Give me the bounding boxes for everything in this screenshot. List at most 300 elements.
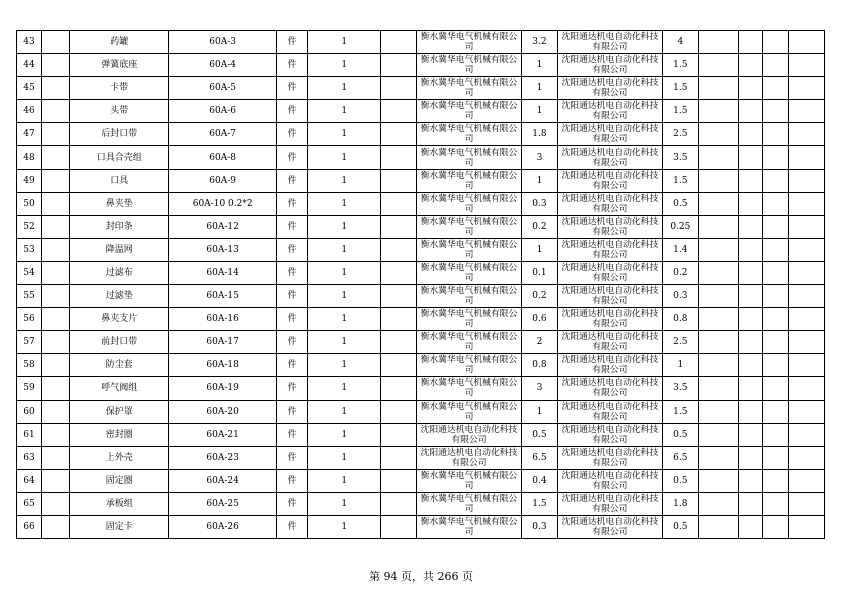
quantity: 1 xyxy=(308,238,381,261)
price-1: 1 xyxy=(522,400,557,423)
quantity: 1 xyxy=(308,354,381,377)
table-row xyxy=(17,515,825,538)
row-number: 60 xyxy=(17,400,42,423)
blank-cell xyxy=(381,31,416,54)
blank-cell xyxy=(698,123,739,146)
model-number: 60A-8 xyxy=(169,146,277,169)
price-2: 2.5 xyxy=(663,331,698,354)
blank-cell xyxy=(739,492,763,515)
row-number: 43 xyxy=(17,31,42,54)
blank-cell xyxy=(739,469,763,492)
unit: 件 xyxy=(276,446,307,469)
part-name: 承板组 xyxy=(70,492,169,515)
blank-cell xyxy=(763,285,789,308)
model-number: 60A-4 xyxy=(169,54,277,77)
blank-cell xyxy=(739,261,763,284)
blank-cell xyxy=(763,31,789,54)
unit: 件 xyxy=(276,77,307,100)
part-name: 头带 xyxy=(70,100,169,123)
supplier-1: 衡水冀华电气机械有限公司 xyxy=(416,492,521,515)
price-2: 6.5 xyxy=(663,446,698,469)
supplier-1: 衡水冀华电气机械有限公司 xyxy=(416,215,521,238)
part-code xyxy=(42,400,70,423)
supplier-2: 沈阳通达机电自动化科技有限公司 xyxy=(557,146,662,169)
part-code xyxy=(42,31,70,54)
blank-cell xyxy=(763,77,789,100)
blank-cell xyxy=(739,123,763,146)
blank-cell xyxy=(739,169,763,192)
quantity: 1 xyxy=(308,54,381,77)
blank-cell xyxy=(763,423,789,446)
table-row xyxy=(17,469,825,492)
blank-cell xyxy=(763,377,789,400)
row-number: 55 xyxy=(17,285,42,308)
price-1: 0.3 xyxy=(522,192,557,215)
supplier-2: 沈阳通达机电自动化科技有限公司 xyxy=(557,515,662,538)
table-row xyxy=(17,100,825,123)
unit: 件 xyxy=(276,400,307,423)
row-number: 63 xyxy=(17,446,42,469)
blank-cell xyxy=(381,308,416,331)
part-code xyxy=(42,423,70,446)
part-name: 固定卡 xyxy=(70,515,169,538)
model-number: 60A-21 xyxy=(169,423,277,446)
row-number: 50 xyxy=(17,192,42,215)
model-number: 60A-10 0.2*2 xyxy=(169,192,277,215)
price-2: 1.5 xyxy=(663,169,698,192)
supplier-1: 衡水冀华电气机械有限公司 xyxy=(416,308,521,331)
model-number: 60A-23 xyxy=(169,446,277,469)
supplier-2: 沈阳通达机电自动化科技有限公司 xyxy=(557,400,662,423)
table-row xyxy=(17,285,825,308)
supplier-2: 沈阳通达机电自动化科技有限公司 xyxy=(557,77,662,100)
price-1: 3 xyxy=(522,146,557,169)
price-2: 1.5 xyxy=(663,77,698,100)
blank-cell xyxy=(789,238,825,261)
blank-cell xyxy=(763,261,789,284)
quantity: 1 xyxy=(308,261,381,284)
table-row xyxy=(17,423,825,446)
blank-cell xyxy=(381,492,416,515)
quantity: 1 xyxy=(308,377,381,400)
part-name: 呼气阀组 xyxy=(70,377,169,400)
blank-cell xyxy=(739,354,763,377)
blank-cell xyxy=(381,261,416,284)
model-number: 60A-6 xyxy=(169,100,277,123)
blank-cell xyxy=(789,377,825,400)
blank-cell xyxy=(763,469,789,492)
blank-cell xyxy=(381,354,416,377)
part-name: 防尘套 xyxy=(70,354,169,377)
model-number: 60A-7 xyxy=(169,123,277,146)
unit: 件 xyxy=(276,54,307,77)
unit: 件 xyxy=(276,192,307,215)
unit: 件 xyxy=(276,469,307,492)
part-code xyxy=(42,308,70,331)
supplier-2: 沈阳通达机电自动化科技有限公司 xyxy=(557,123,662,146)
quantity: 1 xyxy=(308,146,381,169)
table-row xyxy=(17,192,825,215)
model-number: 60A-25 xyxy=(169,492,277,515)
blank-cell xyxy=(763,400,789,423)
table-row xyxy=(17,215,825,238)
blank-cell xyxy=(698,77,739,100)
part-code xyxy=(42,261,70,284)
blank-cell xyxy=(698,400,739,423)
blank-cell xyxy=(763,354,789,377)
price-2: 0.8 xyxy=(663,308,698,331)
unit: 件 xyxy=(276,31,307,54)
blank-cell xyxy=(763,215,789,238)
part-name: 降温网 xyxy=(70,238,169,261)
part-name: 过滤垫 xyxy=(70,285,169,308)
blank-cell xyxy=(789,446,825,469)
unit: 件 xyxy=(276,354,307,377)
blank-cell xyxy=(739,192,763,215)
blank-cell xyxy=(739,423,763,446)
part-name: 鼻夹垫 xyxy=(70,192,169,215)
quantity: 1 xyxy=(308,31,381,54)
blank-cell xyxy=(763,192,789,215)
model-number: 60A-24 xyxy=(169,469,277,492)
blank-cell xyxy=(739,77,763,100)
blank-cell xyxy=(789,469,825,492)
price-1: 0.5 xyxy=(522,423,557,446)
quantity: 1 xyxy=(308,192,381,215)
quantity: 1 xyxy=(308,400,381,423)
unit: 件 xyxy=(276,169,307,192)
blank-cell xyxy=(789,400,825,423)
table-row xyxy=(17,331,825,354)
supplier-2: 沈阳通达机电自动化科技有限公司 xyxy=(557,354,662,377)
supplier-1: 衡水冀华电气机械有限公司 xyxy=(416,31,521,54)
supplier-1: 衡水冀华电气机械有限公司 xyxy=(416,77,521,100)
blank-cell xyxy=(698,423,739,446)
part-name: 过滤布 xyxy=(70,261,169,284)
row-number: 45 xyxy=(17,77,42,100)
unit: 件 xyxy=(276,285,307,308)
part-code xyxy=(42,377,70,400)
row-number: 66 xyxy=(17,515,42,538)
quantity: 1 xyxy=(308,100,381,123)
unit: 件 xyxy=(276,492,307,515)
supplier-1: 衡水冀华电气机械有限公司 xyxy=(416,515,521,538)
blank-cell xyxy=(698,215,739,238)
blank-cell xyxy=(698,446,739,469)
supplier-1: 衡水冀华电气机械有限公司 xyxy=(416,238,521,261)
blank-cell xyxy=(381,123,416,146)
blank-cell xyxy=(698,354,739,377)
supplier-2: 沈阳通达机电自动化科技有限公司 xyxy=(557,192,662,215)
supplier-2: 沈阳通达机电自动化科技有限公司 xyxy=(557,215,662,238)
blank-cell xyxy=(789,423,825,446)
row-number: 58 xyxy=(17,354,42,377)
supplier-2: 沈阳通达机电自动化科技有限公司 xyxy=(557,31,662,54)
model-number: 60A-5 xyxy=(169,77,277,100)
table-row xyxy=(17,54,825,77)
supplier-2: 沈阳通达机电自动化科技有限公司 xyxy=(557,100,662,123)
page-footer: 第 94 页，共 266 页 xyxy=(369,570,473,583)
blank-cell xyxy=(381,423,416,446)
quantity: 1 xyxy=(308,515,381,538)
blank-cell xyxy=(789,331,825,354)
model-number: 60A-20 xyxy=(169,400,277,423)
unit: 件 xyxy=(276,100,307,123)
blank-cell xyxy=(698,261,739,284)
quantity: 1 xyxy=(308,331,381,354)
part-code xyxy=(42,146,70,169)
blank-cell xyxy=(381,169,416,192)
model-number: 60A-17 xyxy=(169,331,277,354)
blank-cell xyxy=(698,169,739,192)
blank-cell xyxy=(381,215,416,238)
blank-cell xyxy=(381,377,416,400)
part-code xyxy=(42,77,70,100)
blank-cell xyxy=(763,100,789,123)
row-number: 56 xyxy=(17,308,42,331)
supplier-1: 衡水冀华电气机械有限公司 xyxy=(416,100,521,123)
blank-cell xyxy=(789,192,825,215)
supplier-1: 衡水冀华电气机械有限公司 xyxy=(416,331,521,354)
blank-cell xyxy=(698,377,739,400)
row-number: 48 xyxy=(17,146,42,169)
part-name: 封印条 xyxy=(70,215,169,238)
part-code xyxy=(42,515,70,538)
supplier-2: 沈阳通达机电自动化科技有限公司 xyxy=(557,54,662,77)
blank-cell xyxy=(789,215,825,238)
model-number: 60A-3 xyxy=(169,31,277,54)
blank-cell xyxy=(789,515,825,538)
model-number: 60A-13 xyxy=(169,238,277,261)
price-1: 0.2 xyxy=(522,215,557,238)
model-number: 60A-9 xyxy=(169,169,277,192)
blank-cell xyxy=(739,331,763,354)
part-name: 上外壳 xyxy=(70,446,169,469)
price-2: 0.3 xyxy=(663,285,698,308)
blank-cell xyxy=(739,377,763,400)
blank-cell xyxy=(698,238,739,261)
price-1: 0.3 xyxy=(522,515,557,538)
part-code xyxy=(42,54,70,77)
part-code xyxy=(42,446,70,469)
model-number: 60A-26 xyxy=(169,515,277,538)
row-number: 52 xyxy=(17,215,42,238)
model-number: 60A-15 xyxy=(169,285,277,308)
part-name: 口具合壳组 xyxy=(70,146,169,169)
supplier-2: 沈阳通达机电自动化科技有限公司 xyxy=(557,469,662,492)
price-2: 1 xyxy=(663,354,698,377)
price-2: 0.5 xyxy=(663,423,698,446)
supplier-1: 衡水冀华电气机械有限公司 xyxy=(416,146,521,169)
price-1: 6.5 xyxy=(522,446,557,469)
part-name: 药罐 xyxy=(70,31,169,54)
blank-cell xyxy=(789,77,825,100)
part-code xyxy=(42,169,70,192)
part-code xyxy=(42,100,70,123)
supplier-1: 衡水冀华电气机械有限公司 xyxy=(416,54,521,77)
unit: 件 xyxy=(276,423,307,446)
blank-cell xyxy=(698,469,739,492)
row-number: 65 xyxy=(17,492,42,515)
blank-cell xyxy=(789,308,825,331)
price-2: 1.5 xyxy=(663,100,698,123)
blank-cell xyxy=(739,54,763,77)
supplier-1: 衡水冀华电气机械有限公司 xyxy=(416,169,521,192)
price-1: 1 xyxy=(522,100,557,123)
blank-cell xyxy=(381,446,416,469)
row-number: 46 xyxy=(17,100,42,123)
part-code xyxy=(42,123,70,146)
unit: 件 xyxy=(276,515,307,538)
supplier-2: 沈阳通达机电自动化科技有限公司 xyxy=(557,377,662,400)
blank-cell xyxy=(739,146,763,169)
blank-cell xyxy=(698,308,739,331)
quantity: 1 xyxy=(308,215,381,238)
price-1: 1 xyxy=(522,54,557,77)
price-2: 0.5 xyxy=(663,192,698,215)
price-2: 1.4 xyxy=(663,238,698,261)
blank-cell xyxy=(789,31,825,54)
table-row xyxy=(17,261,825,284)
price-2: 1.8 xyxy=(663,492,698,515)
part-name: 口具 xyxy=(70,169,169,192)
supplier-1: 衡水冀华电气机械有限公司 xyxy=(416,192,521,215)
table-row xyxy=(17,400,825,423)
quantity: 1 xyxy=(308,469,381,492)
price-1: 1.8 xyxy=(522,123,557,146)
row-number: 57 xyxy=(17,331,42,354)
model-number: 60A-18 xyxy=(169,354,277,377)
supplier-2: 沈阳通达机电自动化科技有限公司 xyxy=(557,423,662,446)
part-name: 后封口带 xyxy=(70,123,169,146)
supplier-2: 沈阳通达机电自动化科技有限公司 xyxy=(557,331,662,354)
supplier-1: 衡水冀华电气机械有限公司 xyxy=(416,469,521,492)
quantity: 1 xyxy=(308,169,381,192)
supplier-2: 沈阳通达机电自动化科技有限公司 xyxy=(557,285,662,308)
row-number: 49 xyxy=(17,169,42,192)
model-number: 60A-19 xyxy=(169,377,277,400)
blank-cell xyxy=(789,285,825,308)
blank-cell xyxy=(739,308,763,331)
part-code xyxy=(42,192,70,215)
table-body xyxy=(17,31,825,539)
table-row xyxy=(17,377,825,400)
blank-cell xyxy=(789,169,825,192)
blank-cell xyxy=(763,238,789,261)
table-row xyxy=(17,146,825,169)
part-code xyxy=(42,238,70,261)
blank-cell xyxy=(739,400,763,423)
supplier-1: 衡水冀华电气机械有限公司 xyxy=(416,285,521,308)
supplier-2: 沈阳通达机电自动化科技有限公司 xyxy=(557,446,662,469)
table-row xyxy=(17,492,825,515)
model-number: 60A-16 xyxy=(169,308,277,331)
price-1: 0.6 xyxy=(522,308,557,331)
blank-cell xyxy=(789,492,825,515)
blank-cell xyxy=(698,285,739,308)
blank-cell xyxy=(698,54,739,77)
unit: 件 xyxy=(276,308,307,331)
row-number: 61 xyxy=(17,423,42,446)
part-name: 前封口带 xyxy=(70,331,169,354)
unit: 件 xyxy=(276,146,307,169)
row-number: 64 xyxy=(17,469,42,492)
blank-cell xyxy=(739,446,763,469)
blank-cell xyxy=(381,192,416,215)
quantity: 1 xyxy=(308,77,381,100)
blank-cell xyxy=(698,31,739,54)
supplier-1: 衡水冀华电气机械有限公司 xyxy=(416,400,521,423)
supplier-1: 衡水冀华电气机械有限公司 xyxy=(416,354,521,377)
row-number: 47 xyxy=(17,123,42,146)
supplier-1: 衡水冀华电气机械有限公司 xyxy=(416,377,521,400)
quantity: 1 xyxy=(308,285,381,308)
price-1: 1 xyxy=(522,169,557,192)
table-row xyxy=(17,123,825,146)
blank-cell xyxy=(789,123,825,146)
blank-cell xyxy=(763,515,789,538)
supplier-1: 衡水冀华电气机械有限公司 xyxy=(416,123,521,146)
table-row xyxy=(17,77,825,100)
part-name: 保护罩 xyxy=(70,400,169,423)
price-2: 0.25 xyxy=(663,215,698,238)
blank-cell xyxy=(789,354,825,377)
blank-cell xyxy=(763,169,789,192)
part-name: 卡带 xyxy=(70,77,169,100)
table-row xyxy=(17,308,825,331)
unit: 件 xyxy=(276,331,307,354)
blank-cell xyxy=(789,54,825,77)
blank-cell xyxy=(763,331,789,354)
part-name: 密封圈 xyxy=(70,423,169,446)
blank-cell xyxy=(763,146,789,169)
part-code xyxy=(42,331,70,354)
unit: 件 xyxy=(276,215,307,238)
price-1: 1 xyxy=(522,238,557,261)
price-1: 0.8 xyxy=(522,354,557,377)
row-number: 44 xyxy=(17,54,42,77)
table-row xyxy=(17,354,825,377)
blank-cell xyxy=(698,146,739,169)
unit: 件 xyxy=(276,238,307,261)
blank-cell xyxy=(789,100,825,123)
table-row xyxy=(17,238,825,261)
blank-cell xyxy=(381,77,416,100)
price-2: 4 xyxy=(663,31,698,54)
price-2: 3.5 xyxy=(663,377,698,400)
blank-cell xyxy=(739,31,763,54)
supplier-2: 沈阳通达机电自动化科技有限公司 xyxy=(557,308,662,331)
row-number: 54 xyxy=(17,261,42,284)
price-1: 2 xyxy=(522,331,557,354)
blank-cell xyxy=(381,238,416,261)
price-1: 3 xyxy=(522,377,557,400)
unit: 件 xyxy=(276,261,307,284)
quantity: 1 xyxy=(308,446,381,469)
blank-cell xyxy=(381,146,416,169)
blank-cell xyxy=(381,515,416,538)
row-number: 59 xyxy=(17,377,42,400)
price-1: 0.2 xyxy=(522,285,557,308)
price-2: 1.5 xyxy=(663,54,698,77)
model-number: 60A-14 xyxy=(169,261,277,284)
part-code xyxy=(42,469,70,492)
supplier-2: 沈阳通达机电自动化科技有限公司 xyxy=(557,238,662,261)
part-name: 固定圈 xyxy=(70,469,169,492)
price-2: 2.5 xyxy=(663,123,698,146)
blank-cell xyxy=(739,215,763,238)
blank-cell xyxy=(763,492,789,515)
